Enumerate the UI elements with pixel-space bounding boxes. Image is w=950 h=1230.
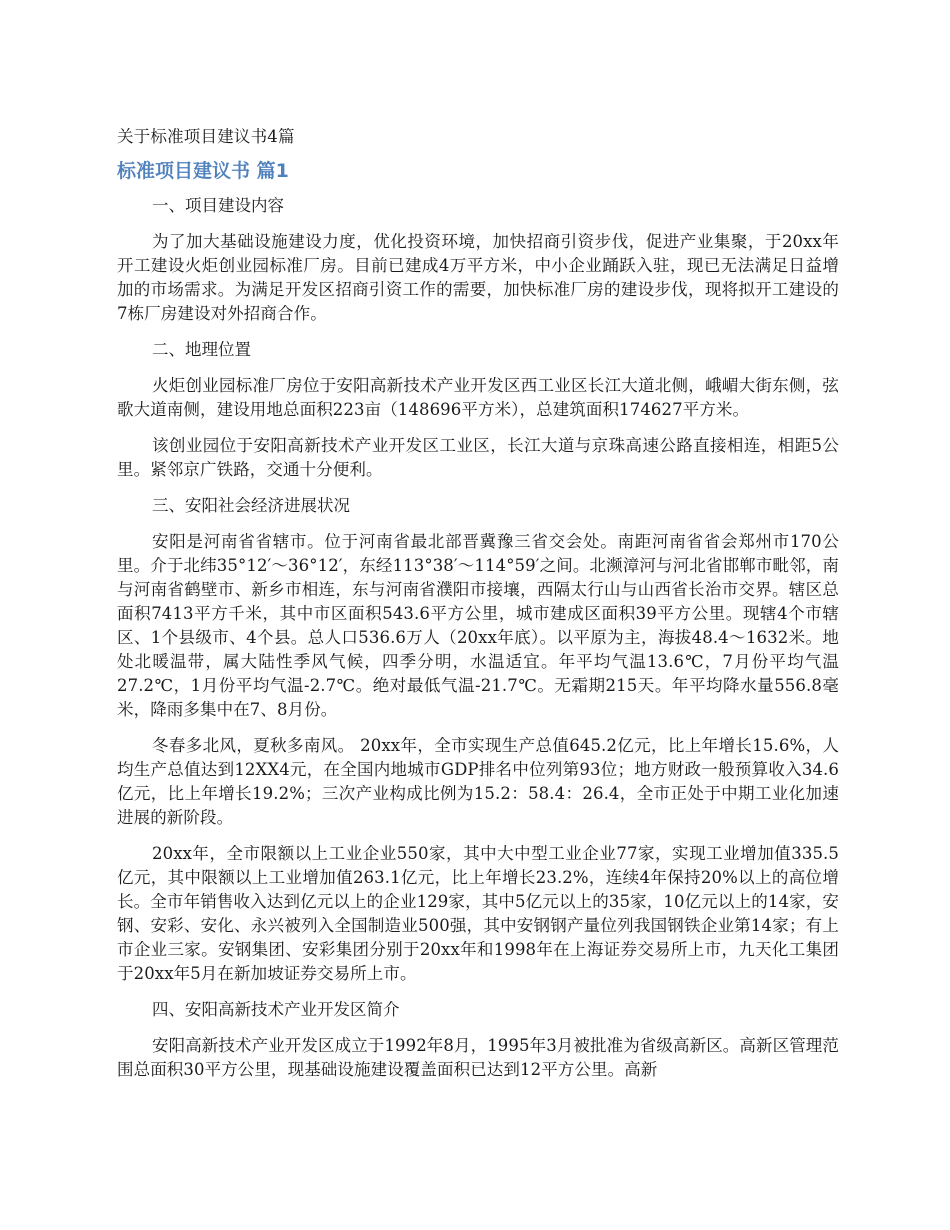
body-paragraph: 安阳是河南省省辖市。位于河南省最北部晋冀豫三省交会处。南距河南省省会郑州市170公里。介于北纬35°12′～36°12′，东经113°38′～114°59′之间。北濒漳河与河北省邯郸市毗邻，南与河南省鹤壁市、新乡市相连，东与河南省濮阳市接壤，西隔太行山与山西省长治市交界。辖区总面积7413平方千米，其中市区面积543.6平方公里，城市建成区面积39平方公里。现辖4个市辖区、1个县级市、4个县。总人口536.6万人（20xx年底）。以平原为主，海拔48.4～1632米。地处北暖温带，属大陆性季风气候，四季分明，水温适宜。年平均气温13.6℃，7月份平均气温27.2℃，1月份平均气温-2.7℃。绝对最低气温-21.7℃。无霜期215天。年平均降水量556.8毫米，降雨多集中在7、8月份。: [117, 532, 839, 719]
document-body: [117, 194, 839, 1082]
body-paragraph: 冬春多北风，夏秋多南风。 20xx年，全市实现生产总值645.2亿元，比上年增长15.6%，人均生产总值达到12XX4元，在全国内地城市GDP排名中位列第93位；地方财政一般预算收入34.6亿元，比上年增长19.2%；三次产业构成比例为15.2：58.4：26.4，全市正处于中期工业化加速进展的新阶段。: [117, 736, 839, 827]
document-page: [117, 124, 839, 1094]
section-heading: 标准项目建议书 篇1: [117, 160, 289, 182]
body-paragraph: 火炬创业园标准厂房位于安阳高新技术产业开发区西工业区长江大道北侧，峨嵋大街东侧，弦歌大道南侧，建设用地总面积223亩（148696平方米），总建筑面积174627平方米。: [117, 376, 839, 419]
subsection-heading: 三、安阳社会经济进展状况: [152, 496, 350, 515]
subsection-heading: 四、安阳高新技术产业开发区简介: [152, 1000, 400, 1019]
body-paragraph: 该创业园位于安阳高新技术产业开发区工业区，长江大道与京珠高速公路直接相连，相距5公里。紧邻京广铁路，交通十分便利。: [117, 436, 839, 479]
subsection-heading: 二、地理位置: [152, 340, 251, 359]
document-title: 关于标准项目建议书4篇: [117, 127, 295, 146]
body-paragraph: 为了加大基础设施建设力度，优化投资环境，加快招商引资步伐，促进产业集聚，于20xx年开工建设火炬创业园标准厂房。目前已建成4万平方米，中小企业踊跃入驻，现已无法满足日益增加的市场需求。为满足开发区招商引资工作的需要，加快标准厂房的建设步伐，现将拟开工建设的7栋厂房建设对外招商合作。: [117, 232, 839, 323]
body-paragraph: 安阳高新技术产业开发区成立于1992年8月，1995年3月被批准为省级高新区。高新区管理范围总面积30平方公里，现基础设施建设覆盖面积已达到12平方公里。高新: [117, 1036, 839, 1079]
body-paragraph: 20xx年，全市限额以上工业企业550家，其中大中型工业企业77家，实现工业增加值335.5亿元，其中限额以上工业增加值263.1亿元，比上年增长23.2%，连续4年保持20%以上的高位增长。全市年销售收入达到亿元以上的企业129家，其中5亿元以上的35家，10亿元以上的14家，安钢、安彩、安化、永兴被列入全国制造业500强，其中安钢钢产量位列我国钢铁企业第14家；有上市企业三家。安钢集团、安彩集团分别于20xx年和1998年在上海证券交易所上市，九天化工集团于20xx年5月在新加坡证券交易所上市。: [117, 844, 839, 983]
subsection-heading: 一、项目建设内容: [152, 196, 284, 215]
